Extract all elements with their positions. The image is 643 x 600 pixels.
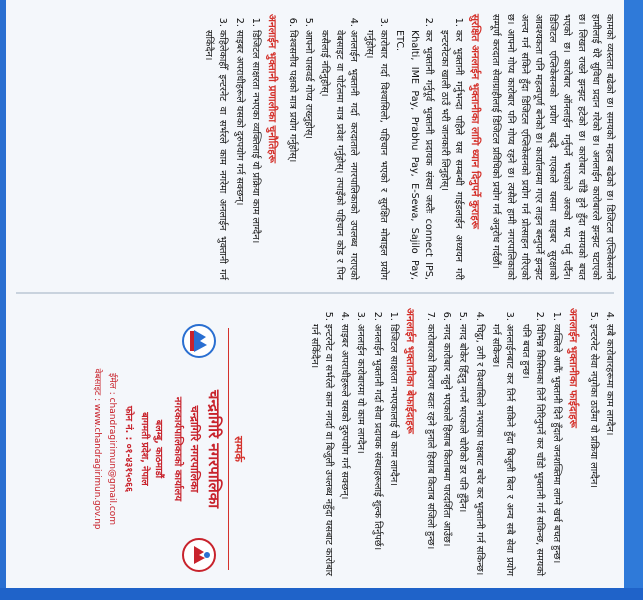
list-item: 4. चिट्ठा, ठगी र विश्वासिलो नभएका पक्षबाट बचेर कर भुक्तानी गर्न सकिन्छ। bbox=[471, 324, 485, 576]
list-item: 2. साइबर अपराधीहरूले यसको दुरुपयोग गर्न सक्छन्। bbox=[231, 30, 245, 280]
office-title: चन्द्रागिरि नगरपालिका bbox=[188, 405, 201, 493]
address-line-1: बलम्बु, काठमाडौं bbox=[153, 419, 164, 479]
list-item: 6. विश्वसनीय पक्षको मात्र प्रयोग गर्नुहोस्। bbox=[285, 30, 299, 280]
list-item: 5. आफ्नो पासवर्ड गोप्य राख्नुहोस्। bbox=[301, 30, 315, 280]
org-name: चन्द्रागिरि नगरपालिका bbox=[205, 389, 223, 509]
list-item: 6. नगद कारोबार नहुने भएकाले हिसाब किताबमा पारदर्शिता आउँछ। bbox=[439, 324, 453, 576]
list-item: 5. इन्टरनेट सेवा नपुगेका ठाउँमा यो प्रक्रिया लाग्दैन। bbox=[586, 324, 600, 576]
list-item: 4. अनलाईन भुक्तानी गर्दा करदाताले नगरपालिकाको उपलब्ध गराएको वेबसाइट वा पोर्टलमा मात्र प्रवेश गर्नुहोस्। तपाइँको पहिचान कोड र पिन कसैलाई नदिनुहोस्। bbox=[317, 30, 360, 280]
list-item: 1. कर भुक्तानी गर्नुभन्दा पहिले यस सम्बन्धी गाईडलाईन अध्ययन गरी इन्टरनेटका खाली ठाउँ भरी जानकारी लिनुहोस्। bbox=[437, 30, 465, 280]
list-item: 3. अनलाईन कारोबारमा यो काम लाग्दैन। bbox=[353, 324, 367, 576]
list-item: 7. कारोबारको विवरण स्वतः रहने हुनाले हिसाब किताब सजिलो हुन्छ। bbox=[423, 324, 437, 576]
list-item: 2. अनलाईन भुक्तानी गर्दा सेवा प्रदायक संस्थाहरूलाई शुल्क तिर्नुपर्छ। bbox=[369, 324, 383, 576]
list-item: 2. विभिन्न किसिमका तिर्ने तिरिनुपर्ने कर चाँडो भुक्तानी गर्न सकिन्छ, समयको पनि बचत हुन्छ। bbox=[518, 324, 546, 576]
benefit-list bbox=[423, 308, 563, 576]
safety-list bbox=[285, 14, 465, 280]
drawback-list bbox=[307, 308, 400, 576]
list-item: 5. इन्टरनेट वा सर्भरले काम नगर्दा वा बिजुली उपलब्ध नहुँदा यसबाट कारोबार गर्न सकिंदैन। bbox=[307, 324, 335, 576]
logo-left bbox=[182, 324, 216, 358]
panel-safety bbox=[6, 0, 624, 290]
office-subtitle: नगरकार्यपालिकाको कार्यालय bbox=[172, 396, 183, 502]
safety-heading: सुरक्षित अनलाईन भुक्तानीका लागि ध्यान दिनुपर्ने कुराहरू bbox=[469, 14, 482, 229]
email-address: ईमेल : chandragirimun@gmail.com bbox=[107, 372, 117, 526]
address-line-2: बागमती प्रदेश, नेपाल bbox=[139, 412, 150, 486]
bottom-blue-strip bbox=[0, 588, 643, 600]
contact-section bbox=[70, 318, 250, 580]
list-item: 3. कारोबार गर्दा विश्वासिलो, पहिचान भएको र सुरक्षित मोबाइल प्रयोग गर्नुहोस्। bbox=[362, 30, 390, 280]
list-item: 4. सबै कारोबारहरूमा काम लाग्दैन। bbox=[602, 324, 616, 576]
list-item: 3. अनलाईनबाट कर तिर्न सकिने हुँदा बिजुली बिल र अन्य सबै सेवा प्रयोग गर्न सकिन्छ। bbox=[488, 324, 516, 576]
contact-label: सम्पर्क bbox=[228, 328, 246, 570]
benefit-heading: अनलाईन भुक्तानीका फाईदाहरू bbox=[566, 308, 579, 428]
list-item: 1. डिजिटल साक्षरता नभएका व्यक्तिलाई यो प्रक्रिया काम लाग्दैन। bbox=[248, 30, 262, 280]
intro-paragraph: कामको व्यस्तता बढेको छ। समयको महत्व बढेको छ। डिजिटल एप्लिकेसनले हामीलाई धेरै सुविधा प्रदान गरेको छ। अनलाईन कारोबारले झन्झट घटाएको छ। लिखत राख्ने झन्झट हटेको छ। कारोबार चाँडै हुने हुँदा समयको बचत भएको छ। कारोबार ऑनलाईन गर्नुपर्ने भएकाले अरुको भर पर्नु पर्दैन। डिजिटल एप्लिकेसनको प्रयोग बढ्दै गएकाले यसमा साइबर सुरक्षाको आवश्यकता पनि महत्वपूर्ण बनेको छ। कार्यालयमा गएर लाइन बस्नुपर्ने झन्झट अन्त्य गर्न सकिने हुँदा डिजिटल एप्लिकेसनको प्रयोग गर्न प्रोत्साहन गरिएको छ। आफ्नो गोप्य कारोबार पनि गोप्य रहने छ। त्यसैले हामी नगरपालिकाको सम्पूर्ण करदाता सेवाग्राहीलाई डिजिटल प्रविधिको प्रयोग गर्न अनुरोध गर्दछौं। bbox=[490, 14, 615, 280]
phone-number: फोन नं. : ०१-४३१५०६६ bbox=[123, 405, 134, 493]
system-challenges-list bbox=[201, 14, 262, 280]
list-item: 4. साइबर अपराधीहरूले यसको दुरुपयोग गर्न सक्छन्। bbox=[337, 324, 351, 576]
list-item: 5. नगद बोकेर हिँड्नु नपर्ने भएकाले चोरीको डर पनि हुँदैन। bbox=[455, 324, 469, 576]
panel-divider bbox=[16, 292, 614, 294]
list-item: 3. कहिलेकाहीँ इन्टरनेट वा सर्भरले काम नगरेमा अनलाईन भुक्तानी गर्न सकिंदैन। bbox=[201, 30, 229, 280]
list-item: 1. डिजिटल साक्षरता नभएकालाई यो काम लाग्दैन। bbox=[386, 324, 400, 576]
municipality-emblem-icon bbox=[182, 324, 216, 358]
website-address: वेबसाइट : www.chandragirimun.gov.np bbox=[92, 368, 102, 530]
system-challenges-heading: अनलाईन भुक्तानी प्रणालीका चुनौतिहरू bbox=[265, 14, 278, 163]
right-blue-edge bbox=[624, 0, 643, 600]
top-list bbox=[586, 308, 616, 576]
nepal-emblem-icon bbox=[182, 538, 216, 572]
logo-right bbox=[182, 538, 216, 572]
list-item: 1. व्यक्तिले आफैं भुक्तानी दिने हुँदाले जनशक्तिमा लाग्ने खर्च बचत हुन्छ। bbox=[548, 324, 562, 576]
list-item: 2. कर भुक्तानी गर्नुपूर्व भुक्तानी प्रदायक संस्था जस्तैः connect IPS, Khalti, IME Pay, Prabhu Pay, E-Sewa, Sajilo Pay, ETC. bbox=[392, 30, 435, 280]
drawback-heading: अनलाईन भुक्तानीका बेफाईदाहरू bbox=[403, 308, 416, 434]
